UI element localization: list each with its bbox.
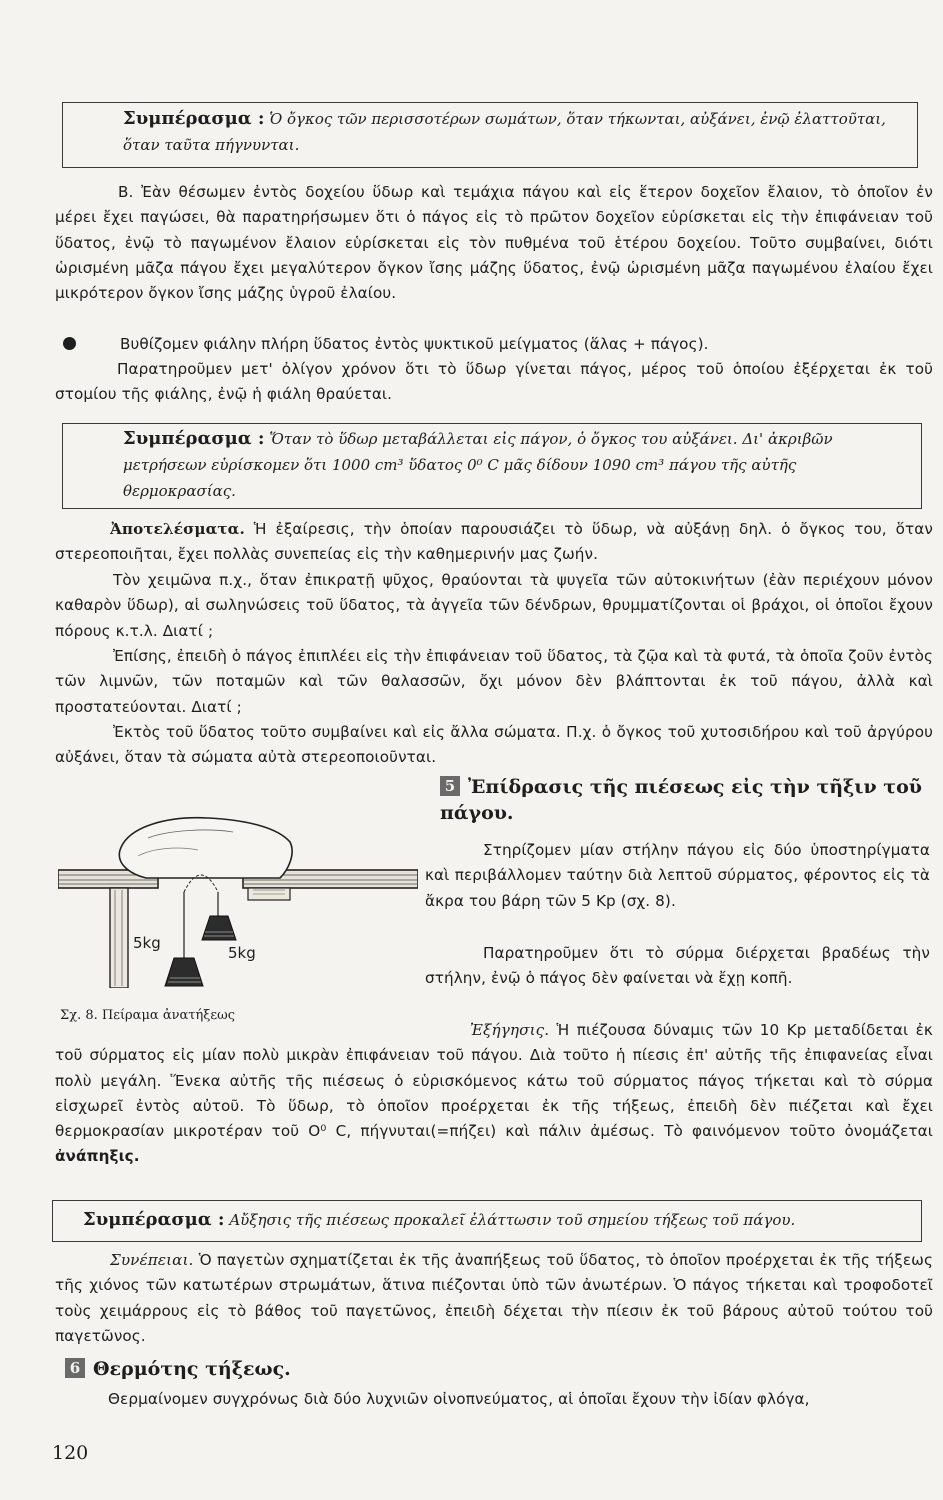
section-5-heading xyxy=(440,774,930,826)
paragraph-observe: Παρατηροῦμεν μετ' ὀλίγον χρόνον ὅτι τὸ ὕδωρ γίνεται πάγος, μέρος τοῦ ὁποίου ἐξέρχεται ἐκ τοῦ στομίου τῆς φιάλης, ἐνῷ ἡ φιάλη θραύεται. xyxy=(55,360,933,404)
conclusion-label: Συμπέρασμα : xyxy=(123,108,265,129)
conclusion-box-2 xyxy=(62,423,922,509)
explanation-text: Ἡ πιέζουσα δύναμις τῶν 10 Kp μεταδίδεται ἐκ τοῦ σύρματος εἰς μίαν πολὺ μικρὰν ἐπιφάνειαν τοῦ πάγου. Διὰ τοῦτο ἡ πίεσις ἐπ' αὐτῆς τῆς ἐπιφανείας εἶναι πολὺ μεγάλη. Ἕνεκα αὐτῆς τῆς πιέσεως ὁ εὑρισκόμενος κάτω τοῦ σύρματος πάγος τήκεται καὶ τὸ σύρμα εἰσχωρεῖ ἐντὸς αὐτοῦ. Τὸ ὕδωρ, τὸ ὁποῖον προέρχεται ἐκ τῆς τήξεως, ἐπειδὴ δὲν πιέζεται καὶ ἔχει θερμοκρασίαν μικροτέραν τοῦ O⁰ C, πήγνυται(=πήζει) καὶ πάλιν ἀμέσως. Τὸ φαινόμενον τοῦτο ὀνομάζεται xyxy=(55,1021,933,1141)
figure-caption: Σχ. 8. Πείραμα ἀνατήξεως xyxy=(60,1008,236,1023)
section-6-heading xyxy=(65,1356,665,1382)
bullet-text: Βυθίζομεν φιάλην πλήρη ὕδατος ἐντὸς ψυκτικοῦ μείγματος (ἅλας + πάγος). xyxy=(120,335,709,353)
results-label: Ἀποτελέσματα. xyxy=(110,520,245,538)
section-5-title: Ἐπίδρασις τῆς πιέσεως εἰς τὴν τῆξιν τοῦ πάγου. xyxy=(440,776,922,824)
consequences-label: Συνέπειαι. xyxy=(110,1251,194,1269)
conclusion-box-1 xyxy=(62,102,918,168)
section-5-paragraph-1: Στηρίζομεν μίαν στήλην πάγου εἰς δύο ὑποστηρίγματα καὶ περιβάλλομεν ταύτην διὰ λεπτοῦ σύρματος, φέροντος εἰς τὰ ἄκρα του βάρη τῶν 5 Kp (σχ. 8). xyxy=(425,841,930,910)
bullet-icon xyxy=(63,337,76,350)
section-6-title: Θερμότης τήξεως. xyxy=(93,1358,291,1380)
consequences-text: Ὁ παγετὼν σχηματίζεται ἐκ τῆς ἀναπήξεως τοῦ ὕδατος, τὸ ὁποῖον προέρχεται ἐκ τῆς τήξεως τῆς χιόνος τῶν κατωτέρων στρωμάτων, ἅτινα πιέζονται ὑπὸ τῶν ἀνωτέρων. Ὁ πάγος τήκεται καὶ τροφοδοτεῖ τοὺς χειμάρρους εἰς τὸ βάθος τοῦ παγετῶνος, ἐπειδὴ δέχεται τὴν πίεσιν ἐκ τοῦ βάρους αὐτοῦ τούτου τοῦ παγετῶνος. xyxy=(55,1251,933,1345)
results-paragraph xyxy=(55,517,933,568)
weight-right xyxy=(202,916,256,962)
bullet-paragraph xyxy=(63,332,931,357)
section-5-paragraph-2: Παρατηροῦμεν ὅτι τὸ σύρμα διέρχεται βραδέως τὴν στήλην, ἐνῷ ὁ πάγος δὲν φαίνεται νὰ ἔχῃ κοπῆ. xyxy=(425,944,930,988)
consequences-paragraph xyxy=(55,1248,933,1349)
explanation-paragraph xyxy=(55,1018,933,1170)
conclusion-box-3 xyxy=(52,1200,922,1242)
explanation-label: Ἐξήγησις. xyxy=(470,1021,550,1039)
weight-left-label: 5kg xyxy=(133,934,161,952)
section-number-badge: 6 xyxy=(65,1358,85,1378)
conclusion-text: Ὅταν τὸ ὕδωρ μεταβάλλεται εἰς πάγον, ὁ ὄγκος του αὐξάνει. Δι' ἀκριβῶν μετρήσεων εὑρίσκομεν ὅτι 1000 cm³ ὕδατος 0⁰ C μᾶς δίδουν 1090 cm³ πάγου τῆς αὐτῆς θερμοκρασίας. xyxy=(123,430,833,500)
results-text: Ἡ ἐξαίρεσις, τὴν ὁποίαν παρουσιάζει τὸ ὕδωρ, νὰ αὐξάνῃ δηλ. ὁ ὄγκος του, ὅταν στερεοποιῆται, ἔχει πολλὰς συνεπείας εἰς τὴν καθημερινήν μας ζωήν. xyxy=(55,520,933,564)
conclusion-label: Συμπέρασμα : xyxy=(83,1209,225,1230)
conclusion-text: Ὁ ὄγκος τῶν περισσοτέρων σωμάτων, ὅταν τήκωνται, αὐξάνει, ἐνῷ ἐλαττοῦται, ὅταν ταῦτα πήγνυνται. xyxy=(123,110,886,154)
ice-block xyxy=(119,818,292,878)
figure-8-regelation-diagram xyxy=(58,808,418,988)
page-number: 120 xyxy=(52,1442,89,1464)
paragraph-except: Ἐκτὸς τοῦ ὕδατος τοῦτο συμβαίνει καὶ εἰς ἄλλα σώματα. Π.χ. ὁ ὄγκος τοῦ χυτοσιδήρου καὶ τοῦ ἀργύρου αὐξάνει, ὅταν τὰ σώματα αὐτὰ στερεοποιοῦνται. xyxy=(55,723,933,767)
paragraph-winter: Τὸν χειμῶνα π.χ., ὅταν ἐπικρατῇ ψῦχος, θραύονται τὰ ψυγεῖα τῶν αὐτοκινήτων (ἐὰν περιέχουν μόνον καθαρὸν ὕδωρ), αἱ σωληνώσεις τοῦ ὕδατος, τὰ ἀγγεῖα τῶν δένδρων, θρυμματίζονται οἱ βράχοι, οἱ ὁποῖοι ἔχουν πόρους κ.τ.λ. Διατί ; xyxy=(55,571,933,640)
section-number-badge: 5 xyxy=(440,776,460,796)
weight-right-label: 5kg xyxy=(228,944,256,962)
paragraph-b: Β. Ἐὰν θέσωμεν ἐντὸς δοχείου ὕδωρ καὶ τεμάχια πάγου καὶ εἰς ἕτερον δοχεῖον ἔλαιον, τὸ ὁποῖον ἐν μέρει ἔχει παγώσει, θὰ παρατηρήσωμεν ὅτι ὁ πάγος εἰς τὸ πρῶτον δοχεῖον εὑρίσκεται εἰς τὴν ἐπιφάνειαν τοῦ ὕδατος, ἐνῷ τὸ παγωμένον ἔλαιον εὑρίσκεται εἰς τὸν πυθμένα τοῦ ἑτέρου δοχείου. Τοῦτο συμβαίνει, διότι ὡρισμένη μᾶζα πάγου ἔχει μεγαλύτερον ὄγκον ἴσης μάζης ὕδατος, ἐνῷ ὡρισμένη μᾶζα παγωμένου ἐλαίου ἔχει μικρότερον ὄγκον ἴσης μάζης ὑγροῦ ἐλαίου. xyxy=(55,183,933,303)
section-6-paragraph: Θερμαίνομεν συγχρόνως διὰ δύο λυχνιῶν οἰνοπνεύματος, αἱ ὁποῖαι ἔχουν τὴν ἰδίαν φλόγα, xyxy=(108,1390,810,1408)
paragraph-also: Ἐπίσης, ἐπειδὴ ὁ πάγος ἐπιπλέει εἰς τὴν ἐπιφάνειαν τοῦ ὕδατος, τὰ ζῷα καὶ τὰ φυτά, τὰ ὁποῖα ζοῦν ἐντὸς τῶν λιμνῶν, τῶν ποταμῶν καὶ τῶν θαλασσῶν, ὄχι μόνον δὲν βλάπτονται ἐκ τοῦ πάγου, ἀλλὰ καὶ προστατεύονται. Διατί ; xyxy=(55,647,933,716)
regelation-term: ἀνάπηξις. xyxy=(55,1147,140,1166)
conclusion-text: Αὔξησις τῆς πιέσεως προκαλεῖ ἐλάττωσιν τοῦ σημείου τήξεως τοῦ πάγου. xyxy=(229,1211,796,1229)
conclusion-label: Συμπέρασμα : xyxy=(123,428,265,449)
weight-left xyxy=(133,934,203,986)
table-left xyxy=(58,870,158,988)
